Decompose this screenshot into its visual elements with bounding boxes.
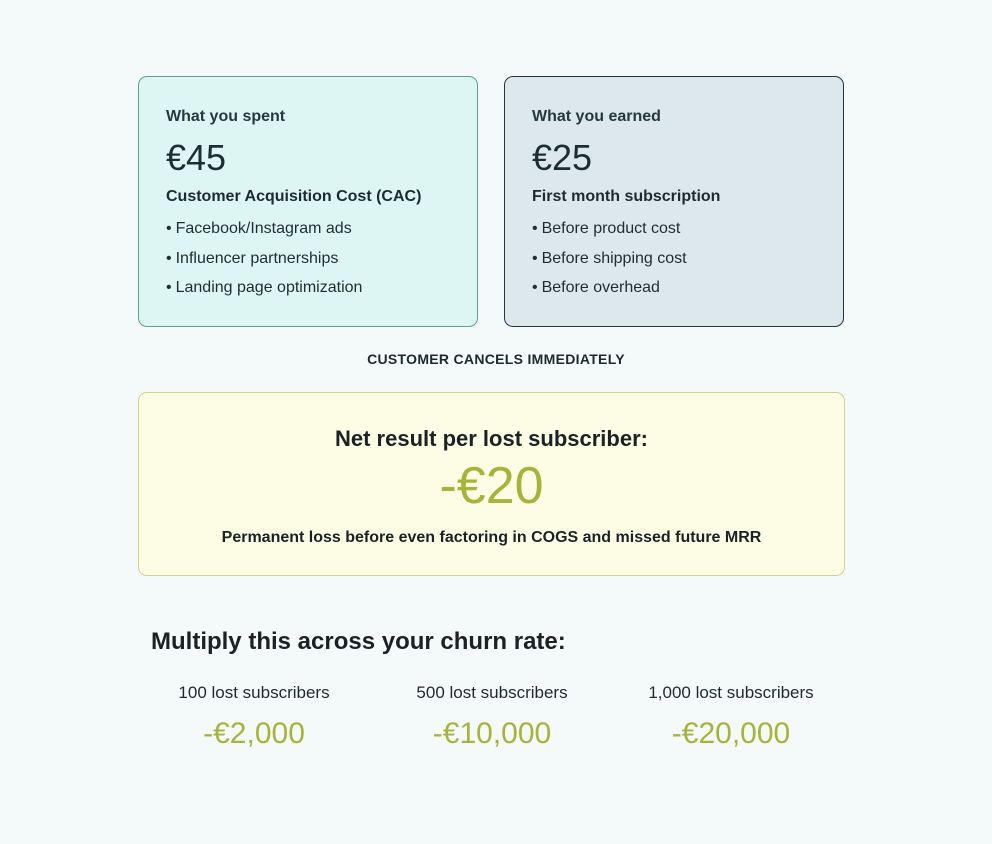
- spent-card: [138, 76, 478, 327]
- list-item-text: Facebook/Instagram ads: [175, 220, 352, 237]
- bullet-icon: •: [166, 249, 172, 267]
- earned-label: What you earned: [532, 108, 661, 125]
- cancel-divider-text: CUSTOMER CANCELS IMMEDIATELY: [367, 351, 625, 367]
- scenario-value: -€10,000: [432, 717, 552, 750]
- spent-subtitle: Customer Acquisition Cost (CAC): [166, 188, 422, 205]
- scenario-500: [372, 682, 612, 752]
- list-item: [166, 219, 451, 239]
- list-item: [532, 219, 817, 239]
- earned-list: [532, 219, 817, 298]
- earned-card: [504, 76, 844, 327]
- scenario-value: -€20,000: [671, 717, 791, 750]
- scenario-label: 100 lost subscribers: [178, 683, 330, 702]
- net-result-amount: -€20: [439, 457, 544, 515]
- list-item-text: Before overhead: [541, 279, 660, 296]
- list-item: [166, 278, 451, 298]
- spent-amount: €45: [166, 137, 227, 178]
- scenario-label: 500 lost subscribers: [416, 683, 568, 702]
- list-item-text: Before product cost: [541, 220, 681, 237]
- bullet-icon: •: [532, 220, 538, 237]
- scenario-value: -€2,000: [203, 717, 305, 750]
- earned-subtitle: First month subscription: [532, 188, 721, 205]
- net-result-card: [138, 392, 845, 576]
- earned-amount: €25: [532, 137, 593, 178]
- spent-list: [166, 219, 451, 298]
- list-item-text: Influencer partnerships: [175, 249, 339, 267]
- multiply-title: Multiply this across your churn rate:: [151, 628, 566, 655]
- bullet-icon: •: [532, 279, 538, 296]
- list-item: [166, 249, 451, 269]
- net-result-note: Permanent loss before even factoring in COGS and missed future MRR: [221, 529, 762, 546]
- bullet-icon: •: [532, 249, 538, 267]
- bullet-icon: •: [166, 279, 172, 296]
- list-item: [532, 278, 817, 298]
- scenario-100: [134, 682, 374, 752]
- list-item-text: Before shipping cost: [541, 249, 687, 267]
- list-item-text: Landing page optimization: [175, 279, 363, 296]
- scenario-label: 1,000 lost subscribers: [648, 683, 814, 702]
- net-result-title: Net result per lost subscriber:: [335, 426, 648, 451]
- list-item: [532, 249, 817, 269]
- bullet-icon: •: [166, 220, 172, 237]
- spent-label: What you spent: [166, 108, 286, 125]
- scenario-1000: [611, 682, 851, 752]
